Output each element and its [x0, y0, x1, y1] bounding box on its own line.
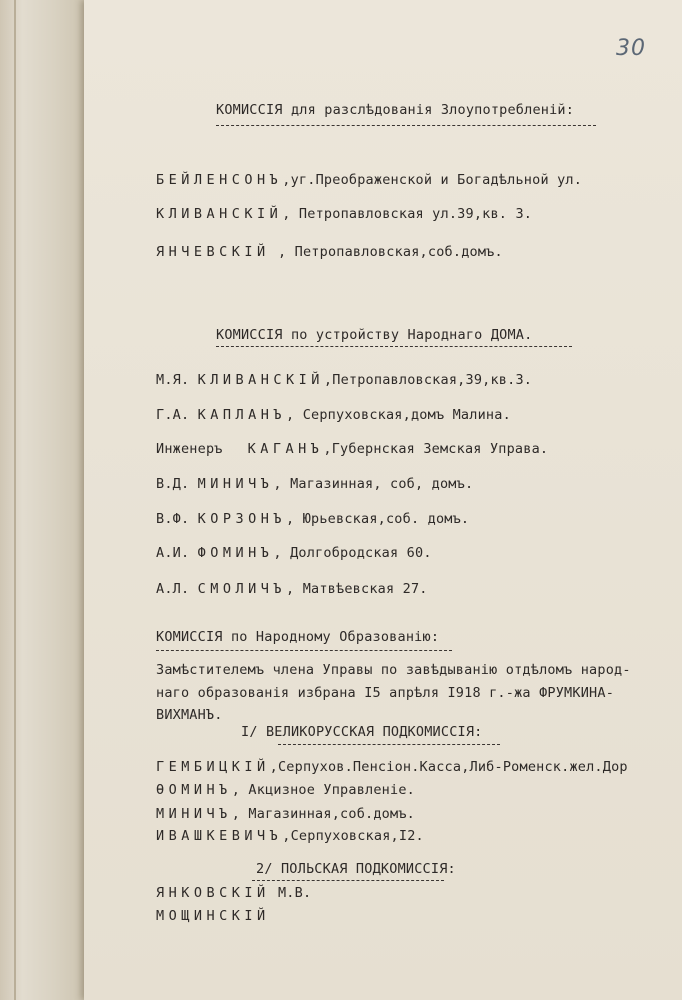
member-address: ,уг.Преображенской и Богадѣльной ул. [282, 172, 583, 188]
subcommission1-title: I/ ВЕЛИКОРУССКАЯ ПОДКОМИССІЯ: [241, 724, 483, 740]
section2-member [156, 511, 469, 527]
section2-member [156, 407, 511, 423]
subcommission1-underline [278, 744, 500, 745]
member-initials: А.Л. [156, 581, 190, 597]
section1-member [156, 172, 582, 188]
member-name: ГЕМБИЦКІЙ [156, 759, 270, 775]
member-name: КЛИВАНСКІЙ [156, 206, 283, 222]
section2-member [156, 441, 548, 457]
subcommission1-member [156, 782, 415, 798]
subcommission2-underline [252, 880, 444, 881]
section3-paragraph-line: наго образованія избрана I5 апрѣля I918 г.-жа ФРУМКИНА- [156, 685, 615, 701]
member-address: , Серпуховская,домъ Малина. [286, 407, 511, 423]
member-name: ФОМИНЪ [197, 545, 274, 561]
subcommission1-member [156, 806, 415, 822]
member-initials: М.Я. [156, 372, 190, 388]
member-name: ЯНКОВСКІЙ [156, 885, 270, 901]
member-initials: М.В. [269, 885, 312, 901]
member-name: ИВАШКЕВИЧЪ [156, 828, 283, 844]
member-initials: В.Ф. [156, 511, 190, 527]
member-name: МОЩИНСКІЙ [156, 908, 270, 924]
member-initials: А.И. [156, 545, 190, 561]
member-name: ѲОМИНЪ [156, 782, 232, 798]
member-name: ЯНЧЕВСКІЙ [156, 244, 270, 260]
member-name: БЕЙЛЕНСОНЪ [156, 172, 283, 188]
section3-title: КОМИССІЯ по Народному Образованію: [156, 629, 440, 645]
section1-member [156, 206, 532, 222]
member-name: МИНИЧЪ [197, 476, 274, 492]
member-name: КЛИВАНСКІЙ [197, 372, 324, 388]
member-name: КАПЛАНЪ [197, 407, 287, 423]
member-initials: Г.А. [156, 407, 190, 423]
section3-paragraph-line: ВИХМАНЪ. [156, 707, 223, 723]
member-address: , Юрьевская,соб. домъ. [286, 511, 470, 527]
member-address: , Петропавловская,соб.домъ. [269, 244, 503, 260]
section1-title-underline [216, 125, 596, 126]
subcommission2-member [156, 908, 270, 924]
member-name: КОРЗОНЪ [197, 511, 287, 527]
section2-title: КОМИССІЯ по устройству Народнаго ДОМА. [216, 327, 533, 343]
section1-member [156, 244, 503, 260]
page-number: 30 [616, 36, 646, 61]
subcommission2-member [156, 885, 311, 901]
section1-title: КОМИССІЯ для разслѣдованія Злоупотребленій: [216, 102, 575, 118]
member-initials: В.Д. [156, 476, 190, 492]
subcommission1-member [156, 828, 424, 844]
member-address: , Долгобродская 60. [273, 545, 432, 561]
member-address: , Магазинная, соб, домъ. [273, 476, 474, 492]
member-address: ,Петропавловская,39,кв.3. [323, 372, 533, 388]
member-initials: Инженеръ [156, 441, 223, 457]
document-sheet [84, 0, 682, 1000]
section3-paragraph-line: Замѣстителемъ члена Управы по завѣдыванію отдѣломъ народ- [156, 662, 631, 678]
member-address: ,Губернская Земская Управа. [323, 441, 549, 457]
member-name: КАГАНЪ [247, 441, 324, 457]
member-address: ,Серпухов.Пенсіон.Касса,Либ-Роменск.жел.Дор [269, 759, 628, 775]
section2-member [156, 545, 432, 561]
member-name: МИНИЧЪ [156, 806, 232, 822]
member-address: , Петропавловская ул.39,кв. 3. [282, 206, 533, 222]
section2-member [156, 372, 532, 388]
section2-member [156, 476, 473, 492]
binder-edge [14, 0, 16, 1000]
subcommission1-member [156, 759, 628, 775]
member-address: , Акцизное Управленіе. [231, 782, 415, 798]
member-address: , Матвѣевская 27. [286, 581, 428, 597]
member-address: , Магазинная,соб.домъ. [231, 806, 415, 822]
member-name: СМОЛИЧЪ [197, 581, 287, 597]
section2-member [156, 581, 428, 597]
section2-title-underline [216, 346, 572, 347]
section3-title-underline [156, 650, 452, 651]
subcommission2-title: 2/ ПОЛЬСКАЯ ПОДКОМИССІЯ: [256, 861, 456, 877]
member-address: ,Серпуховская,I2. [282, 828, 424, 844]
